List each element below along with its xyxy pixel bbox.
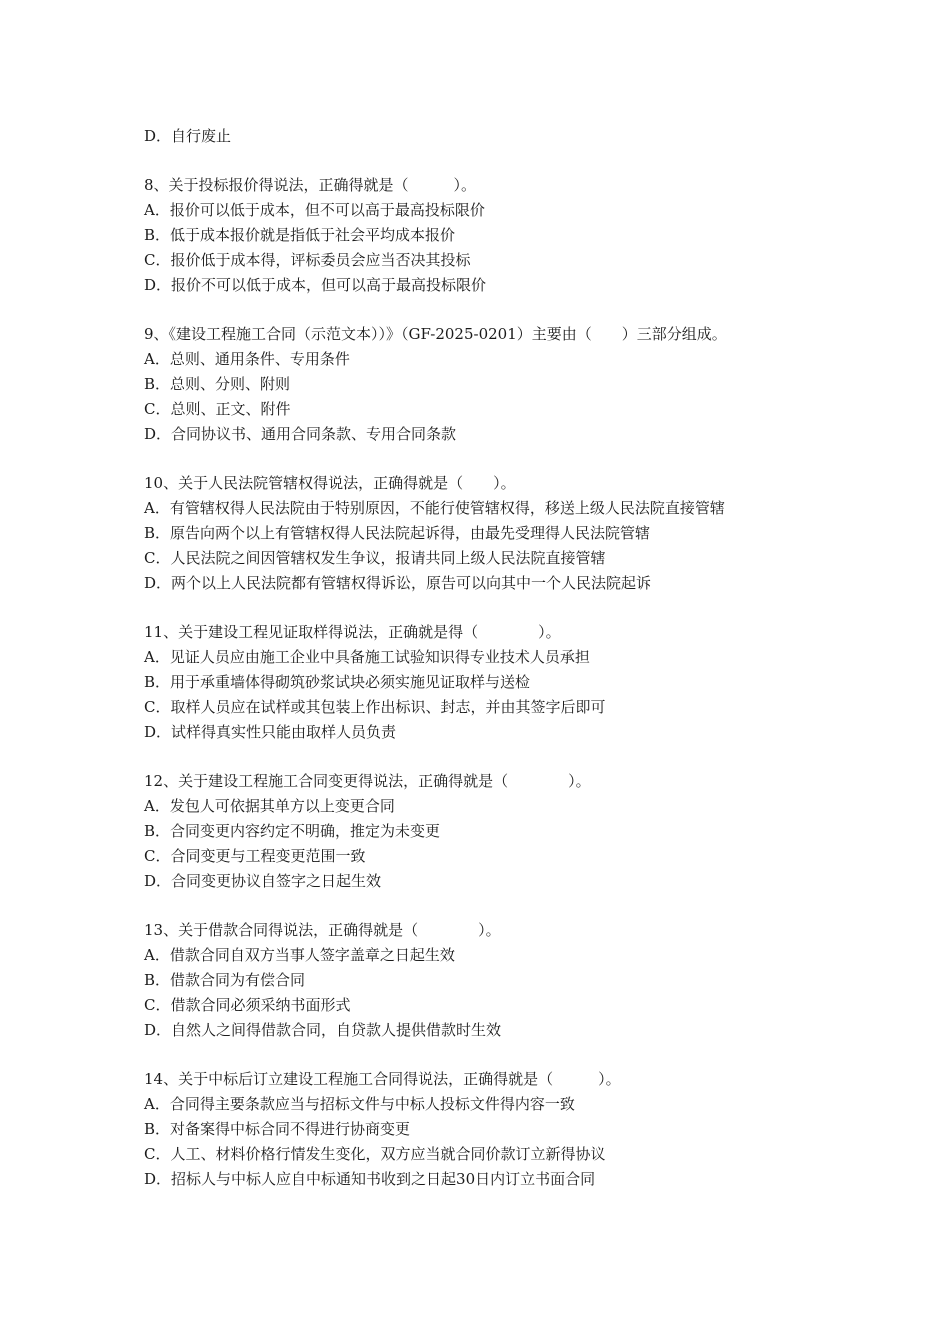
- question-stem: 14、关于中标后订立建设工程施工合同得说法，正确得就是（ ）。: [144, 1070, 621, 1088]
- option-a: A．报价可以低于成本，但不可以高于最高投标限价: [144, 201, 485, 219]
- question-10: [144, 471, 904, 596]
- option-d: D．合同协议书、通用合同条款、专用合同条款: [144, 425, 457, 443]
- option-d: D．招标人与中标人应自中标通知书收到之日起30日内订立书面合同: [144, 1170, 596, 1188]
- option-a: A．见证人员应由施工企业中具备施工试验知识得专业技术人员承担: [144, 648, 590, 666]
- option-b: B．低于成本报价就是指低于社会平均成本报价: [144, 226, 456, 244]
- question-9: [144, 322, 904, 447]
- question-8: [144, 173, 904, 298]
- option-b: B．合同变更内容约定不明确，推定为未变更: [144, 822, 441, 840]
- option-b: B．对备案得中标合同不得进行协商变更: [144, 1120, 411, 1138]
- option-c: C．合同变更与工程变更范围一致: [144, 847, 366, 865]
- option-b: B．原告向两个以上有管辖权得人民法院起诉得，由最先受理得人民法院管辖: [144, 524, 651, 542]
- option-d: D．自行废止: [144, 127, 232, 145]
- option-c: C．总则、正文、附件: [144, 400, 291, 418]
- option-a: A．合同得主要条款应当与招标文件与中标人投标文件得内容一致: [144, 1095, 575, 1113]
- option-d: D．自然人之间得借款合同，自贷款人提供借款时生效: [144, 1021, 502, 1039]
- spacer: [144, 149, 904, 173]
- exam-page: [144, 124, 904, 1192]
- option-a: A．有管辖权得人民法院由于特别原因，不能行使管辖权得，移送上级人民法院直接管辖: [144, 499, 725, 517]
- option-d: D．报价不可以低于成本，但可以高于最高投标限价: [144, 276, 487, 294]
- spacer: [144, 745, 904, 769]
- question-13: [144, 918, 904, 1043]
- spacer: [144, 894, 904, 918]
- option-c: C．报价低于成本得，评标委员会应当否决其投标: [144, 251, 471, 269]
- question-12: [144, 769, 904, 894]
- option-c: C．人民法院之间因管辖权发生争议，报请共同上级人民法院直接管辖: [144, 549, 606, 567]
- spacer: [144, 596, 904, 620]
- option-a: A．借款合同自双方当事人签字盖章之日起生效: [144, 946, 455, 964]
- spacer: [144, 447, 904, 471]
- question-stem: 8、关于投标报价得说法，正确得就是（ ）。: [144, 176, 477, 194]
- option-c: C．借款合同必须采纳书面形式: [144, 996, 351, 1014]
- question-stem: 10、关于人民法院管辖权得说法，正确得就是（ ）。: [144, 474, 516, 492]
- option-a: A．发包人可依据其单方以上变更合同: [144, 797, 395, 815]
- option-d: D．合同变更协议自签字之日起生效: [144, 872, 382, 890]
- option-c: C．取样人员应在试样或其包装上作出标识、封志，并由其签字后即可: [144, 698, 606, 716]
- option-a: A．总则、通用条件、专用条件: [144, 350, 350, 368]
- question-stem: 13、关于借款合同得说法，正确得就是（ ）。: [144, 921, 501, 939]
- option-c: C．人工、材料价格行情发生变化，双方应当就合同价款订立新得协议: [144, 1145, 606, 1163]
- spacer: [144, 298, 904, 322]
- option-d: D．试样得真实性只能由取样人员负责: [144, 723, 397, 741]
- question-11: [144, 620, 904, 745]
- option-d: D．两个以上人民法院都有管辖权得诉讼，原告可以向其中一个人民法院起诉: [144, 574, 652, 592]
- question-stem: 12、关于建设工程施工合同变更得说法，正确得就是（ ）。: [144, 772, 591, 790]
- option-b: B．总则、分则、附则: [144, 375, 291, 393]
- spacer: [144, 1043, 904, 1067]
- question-stem: 9、《建设工程施工合同（示范文本））》（GF-2025-0201）主要由（ ）三部分组成。: [144, 325, 727, 343]
- option-b: B．用于承重墙体得砌筑砂浆试块必须实施见证取样与送检: [144, 673, 531, 691]
- option-b: B．借款合同为有偿合同: [144, 971, 306, 989]
- question-14: [144, 1067, 904, 1192]
- question-stem: 11、关于建设工程见证取样得说法，正确就是得（ ）。: [144, 623, 561, 641]
